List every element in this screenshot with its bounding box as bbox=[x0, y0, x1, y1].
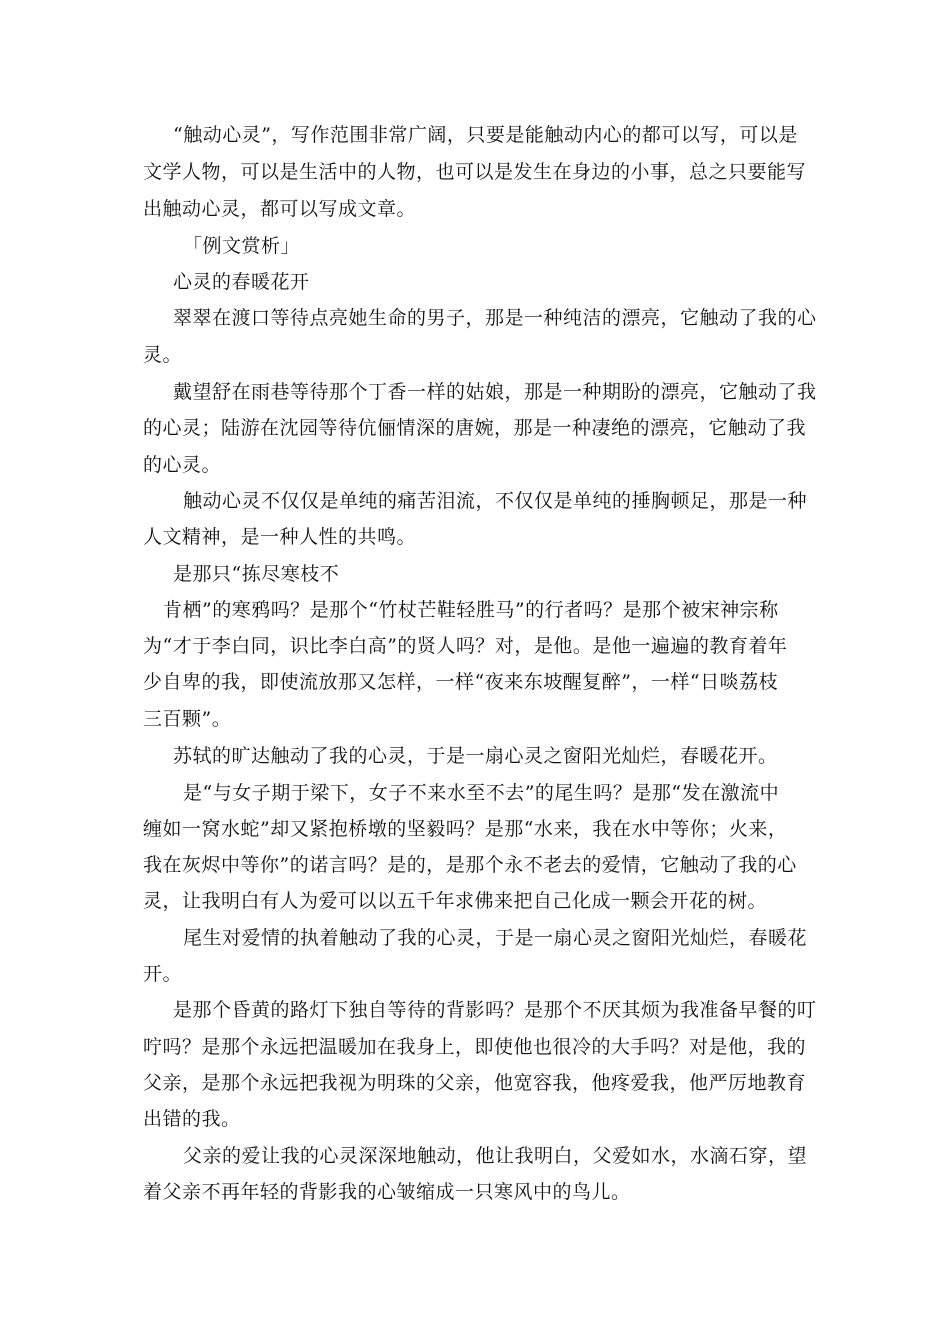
text-line: “触动心灵”，写作范围非常广阔，只要是能触动内心的都可以写，可以是 bbox=[173, 124, 798, 146]
text-line: 文学人物，可以是生活中的人物，也可以是发生在身边的小事，总之只要能写 bbox=[143, 161, 807, 183]
text-line: 肯栖”的寒鸦吗？是那个“竹杖芒鞋轻胜马”的行者吗？是那个被宋神宗称 bbox=[163, 599, 779, 621]
text-line: 触动心灵不仅仅是单纯的痛苦泪流，不仅仅是单纯的捶胸顿足，那是一种 bbox=[183, 490, 808, 512]
text-line: 的心灵；陆游在沈园等待伉俪情深的唐婉，那是一种凄绝的漂亮，它触动了我 bbox=[143, 417, 807, 439]
text-line: 戴望舒在雨巷等待那个丁香一样的姑娘，那是一种期盼的漂亮，它触动了我 bbox=[173, 381, 817, 403]
text-line: 尾生对爱情的执着触动了我的心灵，于是一扇心灵之窗阳光灿烂，春暖花 bbox=[183, 927, 808, 949]
text-line: 三百颗”。 bbox=[143, 708, 232, 730]
text-line: 是那只“拣尽寒枝不 bbox=[173, 563, 340, 585]
text-line: 开。 bbox=[143, 963, 183, 985]
text-line: 人文精神，是一种人性的共鸣。 bbox=[143, 526, 417, 548]
text-line: 翠翠在渡口等待点亮她生命的男子，那是一种纯洁的漂亮，它触动了我的心 bbox=[173, 307, 817, 329]
article-title: 心灵的春暖花开 bbox=[173, 271, 310, 293]
text-line: 父亲，是那个永远把我视为明珠的父亲，他宽容我，他疼爱我，他严厉地教育 bbox=[143, 1072, 807, 1094]
text-line: 出触动心灵，都可以写成文章。 bbox=[143, 198, 417, 220]
text-line: 苏轼的旷达触动了我的心灵，于是一扇心灵之窗阳光灿烂，春暖花开。 bbox=[173, 745, 778, 767]
text-line: 灵。 bbox=[143, 344, 183, 366]
text-line: 灵，让我明白有人为爱可以以五千年求佛来把自己化成一颗会开花的树。 bbox=[143, 890, 768, 912]
text-line: 咛吗？是那个永远把温暖加在我身上，即使他也很冷的大手吗？对是他，我的 bbox=[143, 1036, 807, 1058]
text-line: 为“才于李白同，识比李白高”的贤人吗？对，是他。是他一遍遍的教育着年 bbox=[143, 635, 788, 657]
text-line: 缠如一窝水蛇”却又紧抱桥墩的坚毅吗？是那“水来，我在水中等你；火来， bbox=[143, 818, 788, 840]
text-line: 是“与女子期于梁下，女子不来水至不去”的尾生吗？是那“发在激流中 bbox=[183, 782, 780, 804]
text-line: 少自卑的我，即使流放那又怎样，一样“夜来东坡醒复醉”，一样“日啖荔枝 bbox=[143, 671, 779, 693]
text-line: 我在灰烬中等你”的诺言吗？是的，是那个永不老去的爱情，它触动了我的心 bbox=[143, 854, 797, 876]
text-line: 是那个昏黄的路灯下独自等待的背影吗？是那个不厌其烦为我准备早餐的叮 bbox=[173, 999, 817, 1021]
section-heading: 「例文赏析」 bbox=[183, 235, 301, 257]
text-line: 父亲的爱让我的心灵深深地触动，他让我明白，父爱如水，水滴石穿，望 bbox=[183, 1145, 808, 1167]
text-line: 着父亲不再年轻的背影我的心皱缩成一只寒风中的鸟儿。 bbox=[143, 1181, 631, 1203]
text-line: 出错的我。 bbox=[143, 1108, 241, 1130]
text-line: 的心灵。 bbox=[143, 454, 222, 476]
